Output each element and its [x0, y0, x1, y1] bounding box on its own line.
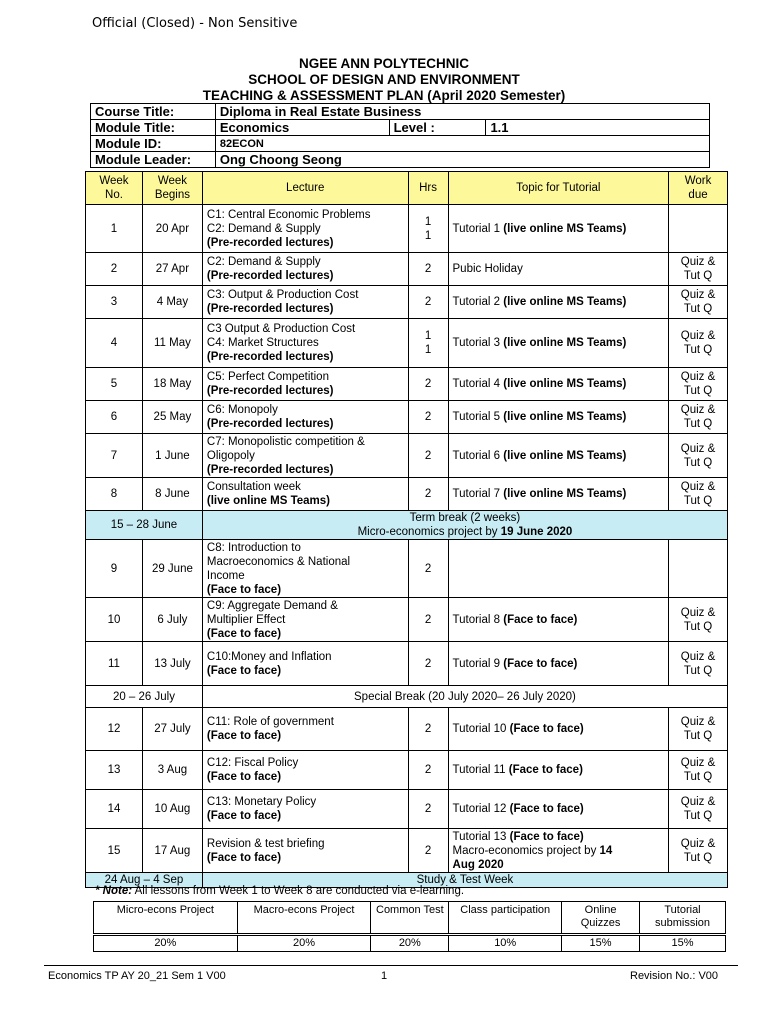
work-due-cell: Quiz & Tut Q [669, 751, 728, 790]
table-row [86, 434, 728, 478]
hours-cell: 2 [408, 751, 448, 790]
week-number: 11 [86, 642, 143, 686]
tutorial-cell: Tutorial 1 (live online MS Teams) [448, 205, 669, 253]
table-row [86, 253, 728, 286]
week-begins: 11 May [142, 319, 202, 368]
hours-cell: 2 [408, 598, 448, 642]
hours-cell: 2 [408, 478, 448, 511]
note-text: * Note: All lessons from Week 1 to Week 8 are conducted via e-learning. [95, 885, 465, 897]
module-leader-value: Ong Choong Seong [215, 152, 709, 168]
week-number: 3 [86, 286, 143, 319]
tutorial-cell: Tutorial 3 (live online MS Teams) [448, 319, 669, 368]
assessment-header: Class participation [449, 902, 562, 935]
tutorial-cell [448, 540, 669, 598]
lecture-cell: C12: Fiscal Policy (Face to face) [202, 751, 408, 790]
term-break [86, 511, 728, 540]
table-row [86, 540, 728, 598]
week-begins: 27 July [142, 708, 202, 751]
work-due-cell: Quiz & Tut Q [669, 286, 728, 319]
work-due-cell: Quiz & Tut Q [669, 598, 728, 642]
lecture-cell: Consultation week (live online MS Teams) [202, 478, 408, 511]
assessment-header: Tutorial submission [640, 902, 726, 935]
week-number: 10 [86, 598, 143, 642]
header-week-no: Week No. [86, 172, 143, 205]
special-break-dates: 20 – 26 July [86, 686, 203, 708]
hours-cell: 1 1 [408, 205, 448, 253]
assessment-table [93, 901, 726, 952]
week-begins: 13 July [142, 642, 202, 686]
assessment-header: Micro-econs Project [94, 902, 238, 935]
lecture-cell: C7: Monopolistic competition & Oligopoly (Pre-recorded lectures) [202, 434, 408, 478]
tutorial-cell: Tutorial 8 (Face to face) [448, 598, 669, 642]
week-number: 13 [86, 751, 143, 790]
table-row [86, 790, 728, 829]
document-titles [0, 56, 768, 104]
course-title-value: Diploma in Real Estate Business [215, 104, 709, 120]
week-number: 1 [86, 205, 143, 253]
header-hrs: Hrs [408, 172, 448, 205]
module-leader-label: Module Leader: [91, 152, 216, 168]
assessment-weight: 15% [562, 935, 640, 952]
schedule-weeks-12-14 [86, 708, 728, 829]
lecture-cell: C9: Aggregate Demand & Multiplier Effect (Face to face) [202, 598, 408, 642]
assessment-weight: 15% [640, 935, 726, 952]
lecture-cell: C10:Money and Inflation (Face to face) [202, 642, 408, 686]
week-begins: 6 July [142, 598, 202, 642]
lecture-cell: C1: Central Economic Problems C2: Demand & Supply (Pre-recorded lectures) [202, 205, 408, 253]
assessment-weight: 10% [449, 935, 562, 952]
hours-cell: 2 [408, 368, 448, 401]
work-due-cell [669, 540, 728, 598]
lecture-cell: C3: Output & Production Cost (Pre-recorded lectures) [202, 286, 408, 319]
work-due-cell: Quiz & Tut Q [669, 368, 728, 401]
week-begins: 18 May [142, 368, 202, 401]
header-work-due: Work due [669, 172, 728, 205]
page-number: 1 [381, 970, 388, 982]
lecture-cell: C13: Monetary Policy (Face to face) [202, 790, 408, 829]
module-title-value: Economics [215, 120, 389, 136]
school-title: SCHOOL OF DESIGN AND ENVIRONMENT [248, 72, 520, 87]
module-info-table [90, 103, 710, 168]
work-due-cell: Quiz & Tut Q [669, 253, 728, 286]
tutorial-cell: Tutorial 6 (live online MS Teams) [448, 434, 669, 478]
tutorial-cell: Tutorial 11 (Face to face) [448, 751, 669, 790]
module-title-label: Module Title: [91, 120, 216, 136]
lecture-cell: C2: Demand & Supply (Pre-recorded lectures) [202, 253, 408, 286]
table-row [86, 751, 728, 790]
table-row [86, 368, 728, 401]
table-row [86, 286, 728, 319]
week-begins: 1 June [142, 434, 202, 478]
plan-title: TEACHING & ASSESSMENT PLAN (April 2020 Semester) [202, 88, 566, 103]
tutorial-cell: Tutorial 12 (Face to face) [448, 790, 669, 829]
assessment-header: Online Quizzes [562, 902, 640, 935]
table-row [86, 401, 728, 434]
work-due-cell [669, 205, 728, 253]
level-label: Level : [389, 120, 486, 136]
classification-label: Official (Closed) - Non Sensitive [92, 16, 298, 31]
work-due-cell: Quiz & Tut Q [669, 790, 728, 829]
work-due-cell: Quiz & Tut Q [669, 319, 728, 368]
week-begins: 20 Apr [142, 205, 202, 253]
table-row [86, 205, 728, 253]
tutorial-cell: Tutorial 5 (live online MS Teams) [448, 401, 669, 434]
table-row: 15 17 Aug Revision & test briefing (Face to face) 2 Tutorial 13 (Face to face) Macro-economics project by 14 Aug 2020 Quiz & Tut Q [86, 829, 728, 873]
footer-left: Economics TP AY 20_21 Sem 1 V00 [48, 970, 226, 982]
header-lecture: Lecture [202, 172, 408, 205]
hours-cell: 2 [408, 790, 448, 829]
tutorial-cell: Pubic Holiday [448, 253, 669, 286]
course-title-label: Course Title: [91, 104, 216, 120]
header-topic: Topic for Tutorial [448, 172, 669, 205]
week-number: 14 [86, 790, 143, 829]
week-number: 7 [86, 434, 143, 478]
hours-cell: 2 [408, 540, 448, 598]
table-row [86, 708, 728, 751]
special-break [86, 686, 728, 708]
hours-cell: 2 [408, 708, 448, 751]
lecture-cell: C5: Perfect Competition (Pre-recorded lectures) [202, 368, 408, 401]
lecture-cell: C3 Output & Production Cost C4: Market Structures (Pre-recorded lectures) [202, 319, 408, 368]
schedule-table [85, 171, 728, 888]
lecture-cell: C8: Introduction to Macroeconomics & National Income (Face to face) [202, 540, 408, 598]
module-id-value: 82ECON [215, 136, 709, 152]
assessment-header: Macro-econs Project [237, 902, 371, 935]
institution-title: NGEE ANN POLYTECHNIC [298, 56, 470, 71]
week-begins: 10 Aug [142, 790, 202, 829]
assessment-weight: 20% [371, 935, 449, 952]
table-row [86, 598, 728, 642]
tutorial-cell: Tutorial 2 (live online MS Teams) [448, 286, 669, 319]
schedule-weeks-1-8 [86, 205, 728, 511]
hours-cell: 2 [408, 642, 448, 686]
special-break-text: Special Break (20 July 2020– 26 July 2020) [202, 686, 727, 708]
week-begins: 3 Aug [142, 751, 202, 790]
work-due-cell: Quiz & Tut Q [669, 708, 728, 751]
header-week-begins: Week Begins [142, 172, 202, 205]
week-15 [86, 829, 728, 888]
week-begins: 29 June [142, 540, 202, 598]
hours-cell: 2 [408, 253, 448, 286]
week-number: 8 [86, 478, 143, 511]
table-row [86, 478, 728, 511]
hours-cell: 2 [408, 286, 448, 319]
work-due-cell: Quiz & Tut Q [669, 478, 728, 511]
tutorial-cell: Tutorial 7 (live online MS Teams) [448, 478, 669, 511]
week-number: 2 [86, 253, 143, 286]
work-due-cell: Quiz & Tut Q [669, 642, 728, 686]
term-break-text: Term break (2 weeks) Micro-economics project by 19 June 2020 [202, 511, 727, 540]
level-value: 1.1 [486, 120, 710, 136]
tutorial-cell: Tutorial 4 (live online MS Teams) [448, 368, 669, 401]
footer-divider [44, 965, 738, 966]
assessment-weight: 20% [94, 935, 238, 952]
hours-cell: 2 [408, 434, 448, 478]
week-begins: 27 Apr [142, 253, 202, 286]
table-row [86, 319, 728, 368]
study-week-dates: 24 Aug – 4 Sep [86, 873, 203, 888]
table-row [86, 642, 728, 686]
footer-right: Revision No.: V00 [630, 970, 719, 982]
module-id-label: Module ID: [91, 136, 216, 152]
week-begins: 25 May [142, 401, 202, 434]
week-begins: 4 May [142, 286, 202, 319]
study-week-text: Study & Test Week [202, 873, 727, 888]
assessment-weight: 20% [237, 935, 371, 952]
week-number: 9 [86, 540, 143, 598]
week-number: 12 [86, 708, 143, 751]
work-due-cell: Quiz & Tut Q [669, 401, 728, 434]
schedule-weeks-9-11 [86, 540, 728, 686]
lecture-cell: C11: Role of government (Face to face) [202, 708, 408, 751]
lecture-cell: C6: Monopoly (Pre-recorded lectures) [202, 401, 408, 434]
week-number: 5 [86, 368, 143, 401]
hours-cell: 2 [408, 401, 448, 434]
tutorial-cell: Tutorial 10 (Face to face) [448, 708, 669, 751]
work-due-cell: Quiz & Tut Q [669, 434, 728, 478]
term-break-dates: 15 – 28 June [86, 511, 203, 540]
hours-cell: 1 1 [408, 319, 448, 368]
assessment-header: Common Test [371, 902, 449, 935]
week-begins: 8 June [142, 478, 202, 511]
week-number: 4 [86, 319, 143, 368]
week-number: 6 [86, 401, 143, 434]
tutorial-cell: Tutorial 9 (Face to face) [448, 642, 669, 686]
